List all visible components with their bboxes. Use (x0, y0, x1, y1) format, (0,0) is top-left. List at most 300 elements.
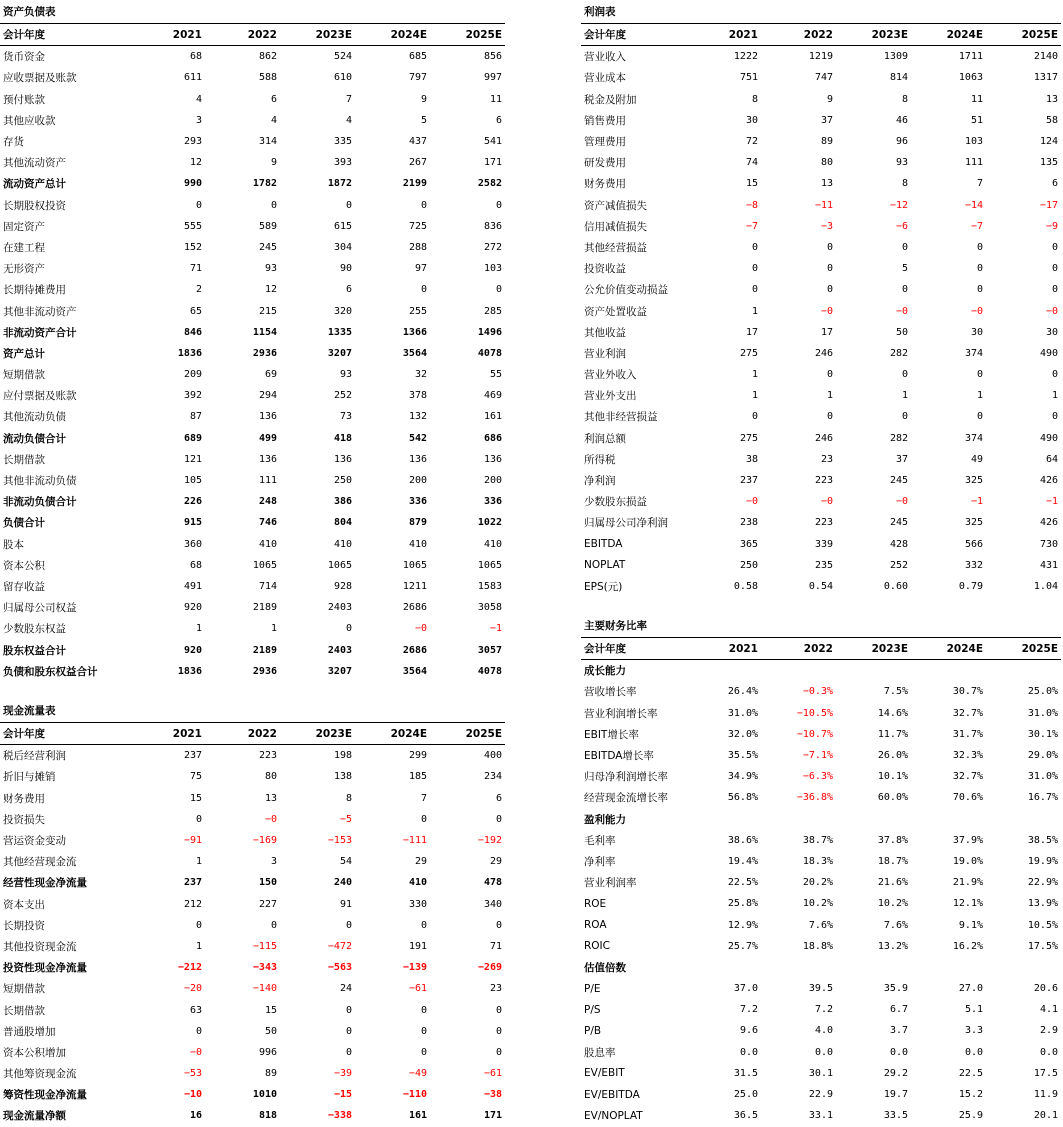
cell-value: 0 (495, 813, 502, 825)
row-label: P/S (584, 1003, 601, 1016)
header-year: 2024E (911, 24, 986, 46)
cell-value: 499 (258, 432, 277, 444)
row-label: 投资损失 (3, 813, 45, 826)
cell-value: 3564 (402, 665, 427, 677)
cell-value: −7 (970, 220, 983, 232)
cell-value: 0 (495, 1046, 502, 1058)
row-label: 负债合计 (3, 517, 45, 530)
table-row (0, 1105, 505, 1126)
row-label: 税后经营利润 (3, 750, 66, 763)
cell-value: 1.04 (1033, 580, 1058, 592)
cell-value: −269 (477, 962, 502, 974)
cell-value: 5 (420, 114, 427, 126)
cell-value: −139 (402, 962, 427, 974)
cell-value: 8 (901, 93, 908, 105)
cell-value: 0 (826, 284, 833, 296)
cell-value (686, 809, 761, 830)
cell-value: 38.7% (802, 834, 833, 846)
income-statement-title: 利润表 (584, 6, 616, 18)
cell-value: 7.2 (739, 1004, 758, 1016)
cell-value: 20.1 (1033, 1110, 1058, 1122)
row-label: 营业利润增长率 (584, 707, 658, 720)
cell-value: 19.4% (727, 855, 758, 867)
cell-value: −1 (1045, 496, 1058, 508)
cell-value: 10.5% (1027, 919, 1058, 931)
cell-value: 10.2% (802, 898, 833, 910)
table-row (0, 894, 505, 915)
table-row (0, 534, 505, 555)
table-row (0, 936, 505, 957)
cell-value: −169 (252, 835, 277, 847)
table-row (581, 851, 1061, 872)
cell-value: 1836 (177, 665, 202, 677)
row-label: 少数股东权益 (3, 623, 66, 636)
cell-value: 2686 (402, 644, 427, 656)
row-label: 长期待摊费用 (3, 284, 66, 297)
table-row (581, 957, 1061, 978)
cell-value: 1583 (477, 580, 502, 592)
cell-value: −0 (745, 496, 758, 508)
cell-value: 0 (976, 369, 983, 381)
cell-value: 0 (901, 241, 908, 253)
cell-value: 611 (183, 72, 202, 84)
cell-value: −3 (820, 220, 833, 232)
row-label: 营业利润 (584, 347, 626, 360)
table-row (581, 766, 1061, 787)
table-row (581, 279, 1061, 300)
cell-value: 22.9 (808, 1089, 833, 1101)
cell-value: 8 (901, 178, 908, 190)
table-row (581, 724, 1061, 745)
row-label: 资产总计 (3, 347, 45, 360)
table-row (581, 470, 1061, 491)
table-row (0, 1021, 505, 1042)
cell-value: 2199 (402, 178, 427, 190)
cell-value: 6.7 (889, 1004, 908, 1016)
table-row (581, 385, 1061, 406)
table-row (0, 809, 505, 830)
cell-value: 0 (1051, 241, 1058, 253)
cell-value: 410 (258, 538, 277, 550)
cell-value: 23 (820, 453, 833, 465)
cell-value: −343 (252, 962, 277, 974)
cell-value: 0 (826, 369, 833, 381)
row-label: 归母净利润增长率 (584, 771, 668, 784)
row-label: 股息率 (584, 1046, 616, 1059)
cell-value: 68 (189, 51, 202, 63)
table-row (0, 406, 505, 427)
header-year: 2022 (761, 24, 836, 46)
cell-value: 0 (420, 919, 427, 931)
cell-value: −7 (745, 220, 758, 232)
cell-value: 30 (745, 114, 758, 126)
header-row (581, 24, 1061, 46)
cell-value: 0 (495, 1025, 502, 1037)
table-row (0, 300, 505, 321)
row-label: 无形资产 (3, 263, 45, 276)
cell-value: 29 (414, 856, 427, 868)
cell-value: 814 (889, 72, 908, 84)
cell-value: −115 (252, 940, 277, 952)
header-label: 会计年度 (0, 24, 130, 46)
cell-value: 1154 (252, 326, 277, 338)
row-label: 其他经营损益 (584, 241, 647, 254)
cell-value: −6.3% (802, 771, 833, 783)
balance-sheet-title: 资产负债表 (3, 6, 56, 18)
table-row (0, 343, 505, 364)
cell-value: 60.0% (877, 792, 908, 804)
header-year: 2021 (686, 638, 761, 660)
cell-value: 136 (408, 453, 427, 465)
header-year: 2023E (836, 24, 911, 46)
cell-value: 215 (258, 305, 277, 317)
cell-value: 103 (483, 263, 502, 275)
table-row (0, 67, 505, 88)
cell-value: 3564 (402, 347, 427, 359)
cell-value: 10.1% (877, 771, 908, 783)
cell-value: 915 (183, 517, 202, 529)
cell-value: 25.0% (1027, 686, 1058, 698)
balance-sheet-table (0, 23, 505, 682)
row-label: 预付账款 (3, 93, 45, 106)
balance-sheet-panel (0, 2, 505, 682)
header-year: 2025E (430, 24, 505, 46)
table-row (581, 364, 1061, 385)
row-label: 营业外支出 (584, 390, 637, 403)
cell-value: 325 (964, 517, 983, 529)
cell-value: 478 (483, 877, 502, 889)
table-row (0, 851, 505, 872)
row-label: 税金及附加 (584, 93, 637, 106)
row-label: 资本公积 (3, 559, 45, 572)
cell-value: 685 (408, 51, 427, 63)
table-row (0, 1042, 505, 1063)
cell-value: 93 (339, 369, 352, 381)
cell-value: 997 (483, 72, 502, 84)
cell-value: 0 (751, 284, 758, 296)
cell-value: 0 (345, 1025, 352, 1037)
cell-value: 212 (183, 898, 202, 910)
cell-value (986, 809, 1061, 830)
table-row (581, 237, 1061, 258)
cell-value: 0.0 (739, 1046, 758, 1058)
cell-value: 49 (970, 453, 983, 465)
cell-value: 524 (333, 51, 352, 63)
header-year: 2021 (686, 24, 761, 46)
cell-value: 56.8% (727, 792, 758, 804)
cell-value: 751 (739, 72, 758, 84)
table-row (0, 131, 505, 152)
cell-value: 0.0 (964, 1046, 983, 1058)
cell-value: 339 (814, 538, 833, 550)
cell-value: 13.2% (877, 940, 908, 952)
cell-value: 30.1% (1027, 728, 1058, 740)
cell-value: 19.9% (1027, 855, 1058, 867)
table-row (0, 428, 505, 449)
header-year: 2023E (280, 24, 355, 46)
table-row (581, 978, 1061, 999)
row-label: EBITDA (584, 538, 623, 551)
cell-value: 3207 (327, 665, 352, 677)
cell-value: 0 (826, 411, 833, 423)
cell-value: 804 (333, 517, 352, 529)
cell-value: 87 (189, 411, 202, 423)
row-label: 营业外收入 (584, 369, 637, 382)
cell-value: 25.0 (733, 1089, 758, 1101)
cell-value: 314 (258, 136, 277, 148)
cell-value: 150 (258, 877, 277, 889)
cell-value (836, 809, 911, 830)
cell-value: 11.9 (1033, 1089, 1058, 1101)
cell-value (911, 957, 986, 978)
cell-value: 200 (483, 475, 502, 487)
cell-value: 4078 (477, 347, 502, 359)
table-row (0, 597, 505, 618)
cell-value: 93 (895, 157, 908, 169)
cell-value: 386 (333, 496, 352, 508)
row-label: 股东权益合计 (3, 644, 66, 657)
row-label: 其他应收款 (3, 114, 56, 127)
row-label: EBIT增长率 (584, 728, 639, 741)
cell-value: 0 (495, 284, 502, 296)
cell-value: 5 (901, 263, 908, 275)
cell-value: 7 (420, 792, 427, 804)
header-year: 2021 (130, 24, 205, 46)
cell-value: 20.6 (1033, 983, 1058, 995)
cell-value: 15 (264, 1004, 277, 1016)
cell-value: 1219 (808, 51, 833, 63)
row-label: 长期借款 (3, 1004, 45, 1017)
cell-value: 360 (183, 538, 202, 550)
cell-value: 20.2% (802, 877, 833, 889)
cell-value: 136 (483, 453, 502, 465)
cell-value: −212 (177, 962, 202, 974)
cell-value (761, 809, 836, 830)
row-label: EV/EBIT (584, 1067, 625, 1080)
cell-value: 0 (420, 1004, 427, 1016)
cell-value: 9 (826, 93, 833, 105)
cell-value: 15.2 (958, 1089, 983, 1101)
cell-value: 1 (751, 305, 758, 317)
cell-value: 33.1 (808, 1110, 833, 1122)
cell-value: 252 (333, 390, 352, 402)
row-label: 营业利润率 (584, 877, 637, 890)
table-row (0, 364, 505, 385)
row-label: 营收增长率 (584, 686, 637, 699)
cell-value (686, 957, 761, 978)
cell-value: 3207 (327, 347, 352, 359)
cell-value: 299 (408, 750, 427, 762)
row-label: 其他流动资产 (3, 157, 66, 170)
cell-value: 0 (195, 813, 202, 825)
cell-value: 8 (751, 93, 758, 105)
cell-value: 332 (964, 559, 983, 571)
cell-value: −0 (1045, 305, 1058, 317)
cell-value: 161 (408, 1110, 427, 1122)
cell-value: 4 (270, 114, 277, 126)
table-row (0, 385, 505, 406)
cell-value: −0 (895, 305, 908, 317)
cell-value: 7 (345, 93, 352, 105)
row-label: 其他流动负债 (3, 411, 66, 424)
cell-value: 6 (495, 114, 502, 126)
row-label: 现金流量净额 (3, 1110, 66, 1123)
cell-value: 51 (970, 114, 983, 126)
cell-value: 0 (420, 199, 427, 211)
row-label: 货币资金 (3, 51, 45, 64)
cell-value: 4078 (477, 665, 502, 677)
table-row (581, 936, 1061, 957)
cell-value: 990 (183, 178, 202, 190)
cell-value (761, 660, 836, 682)
cell-value: 35.9 (883, 983, 908, 995)
cell-value: 0 (345, 1004, 352, 1016)
cell-value: 714 (258, 580, 277, 592)
cell-value: 103 (964, 136, 983, 148)
table-row (581, 660, 1061, 682)
cell-value: −15 (333, 1089, 352, 1101)
cell-value: 1010 (252, 1089, 277, 1101)
row-label: 资本支出 (3, 898, 45, 911)
cell-value: 25.9 (958, 1110, 983, 1122)
cell-value: 0 (1051, 263, 1058, 275)
cell-value: 2 (195, 284, 202, 296)
cell-value: 410 (333, 538, 352, 550)
table-row (581, 1020, 1061, 1041)
table-row (581, 1105, 1061, 1126)
row-label: 留存收益 (3, 580, 45, 593)
cell-value: 1065 (252, 559, 277, 571)
table-row (581, 787, 1061, 808)
cell-value: 124 (1039, 136, 1058, 148)
cell-value: 26.4% (727, 686, 758, 698)
cell-value: 1 (751, 369, 758, 381)
cell-value: 490 (1039, 347, 1058, 359)
cell-value: 9 (270, 157, 277, 169)
cell-value (761, 957, 836, 978)
row-label: 净利率 (584, 855, 616, 868)
cell-value: 55 (489, 369, 502, 381)
cell-value: −10.7% (796, 728, 833, 740)
cell-value: 89 (820, 136, 833, 148)
cell-value: 17 (820, 326, 833, 338)
header-row (0, 723, 505, 745)
cell-value: 3058 (477, 602, 502, 614)
ratios-title: 主要财务比率 (584, 620, 647, 632)
cell-value: 0 (345, 199, 352, 211)
cell-value: 1 (195, 623, 202, 635)
cell-value: 50 (895, 326, 908, 338)
row-label: 非流动资产合计 (3, 326, 77, 339)
cell-value: 378 (408, 390, 427, 402)
cell-value: 250 (739, 559, 758, 571)
row-label: 利润总额 (584, 432, 626, 445)
cell-value: 132 (408, 411, 427, 423)
row-label: 其他筹资现金流 (3, 1068, 77, 1081)
row-label: NOPLAT (584, 559, 626, 572)
cell-value: 32 (414, 369, 427, 381)
row-label: 投资收益 (584, 263, 626, 276)
income-statement-table (581, 23, 1061, 597)
row-label: 其他收益 (584, 326, 626, 339)
cell-value (911, 809, 986, 830)
cell-value: 37.8% (877, 834, 908, 846)
cell-value: 0 (976, 411, 983, 423)
row-label: EV/NOPLAT (584, 1109, 643, 1122)
cell-value: 426 (1039, 517, 1058, 529)
cell-value: 0 (1051, 369, 1058, 381)
cell-value: 418 (333, 432, 352, 444)
cell-value: 209 (183, 369, 202, 381)
cell-value: 0 (901, 369, 908, 381)
cell-value: 245 (889, 517, 908, 529)
cell-value: 240 (333, 877, 352, 889)
cell-value: 36.5 (733, 1110, 758, 1122)
table-row (0, 258, 505, 279)
cell-value: 0 (345, 919, 352, 931)
table-row (0, 216, 505, 237)
cell-value: 63 (189, 1004, 202, 1016)
table-row (0, 237, 505, 258)
cell-value: 3057 (477, 644, 502, 656)
cell-value: 996 (258, 1046, 277, 1058)
row-label: 长期投资 (3, 919, 45, 932)
income-statement-panel (581, 2, 1061, 597)
table-row (0, 491, 505, 512)
cell-value (836, 660, 911, 682)
cell-value: 245 (258, 241, 277, 253)
cell-value (986, 660, 1061, 682)
row-label: 研发费用 (584, 157, 626, 170)
cell-value: 97 (414, 263, 427, 275)
cell-value: 93 (264, 263, 277, 275)
cell-value: 9.6 (739, 1025, 758, 1037)
table-row (581, 300, 1061, 321)
cell-value: 6 (345, 284, 352, 296)
cell-value: 111 (964, 157, 983, 169)
row-label: 归属母公司权益 (3, 602, 77, 615)
cell-value: 747 (814, 72, 833, 84)
cell-value: 1022 (477, 517, 502, 529)
table-row (0, 745, 505, 767)
cell-value: 29.0% (1027, 750, 1058, 762)
cash-flow-title: 现金流量表 (3, 705, 56, 717)
cell-value: 920 (183, 602, 202, 614)
cell-value (986, 957, 1061, 978)
cell-value: 13 (820, 178, 833, 190)
cell-value: 136 (258, 411, 277, 423)
row-label: 其他非流动资产 (3, 305, 77, 318)
cell-value: 365 (739, 538, 758, 550)
cell-value: 0 (420, 1025, 427, 1037)
table-row (581, 512, 1061, 533)
cell-value: 746 (258, 517, 277, 529)
cell-value: 21.9% (952, 877, 983, 889)
cell-value: 566 (964, 538, 983, 550)
cell-value: 223 (258, 750, 277, 762)
cell-value: −91 (183, 835, 202, 847)
table-row (581, 406, 1061, 427)
table-row (0, 512, 505, 533)
table-row (0, 788, 505, 809)
cell-value: 410 (408, 538, 427, 550)
row-label: 股本 (3, 538, 24, 551)
cell-value: 374 (964, 432, 983, 444)
cell-value: 29 (489, 856, 502, 868)
cell-value: −36.8% (796, 792, 833, 804)
row-label: 流动负债合计 (3, 432, 66, 445)
cell-value: 285 (483, 305, 502, 317)
